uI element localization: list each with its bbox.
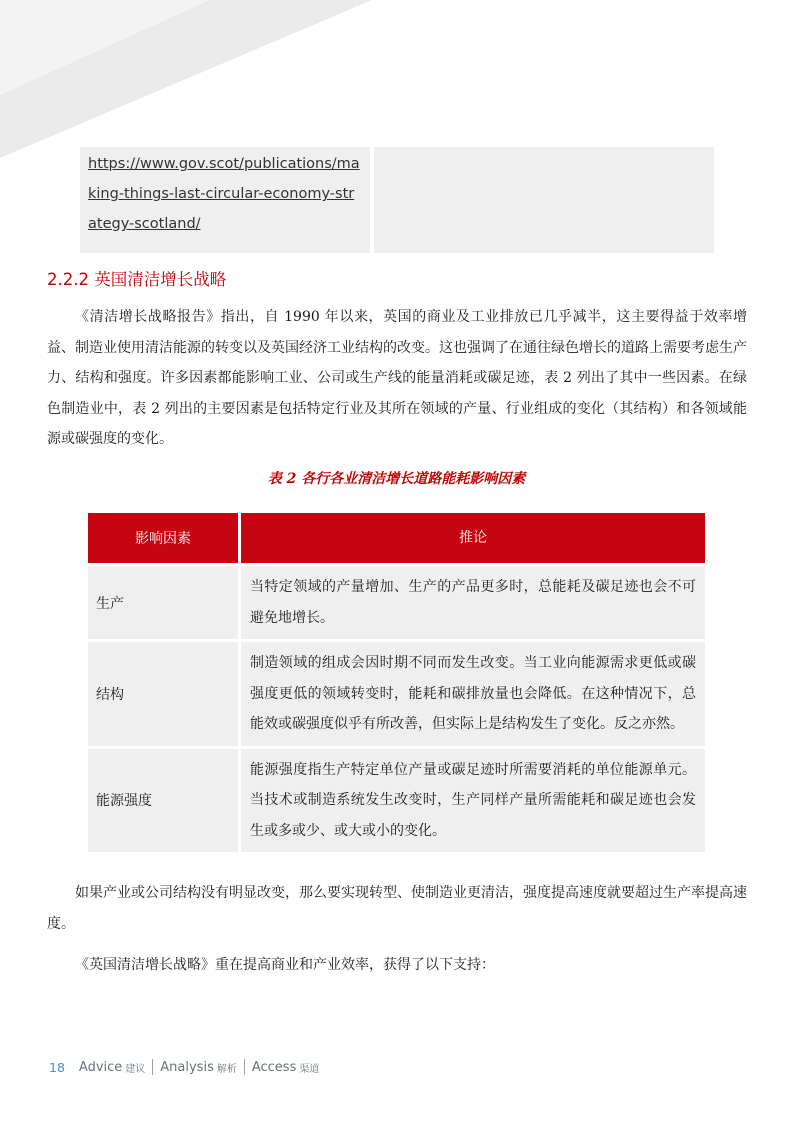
top-table-cell-link (80, 147, 370, 253)
page-number: 18 (49, 1059, 65, 1075)
factors-table (88, 513, 705, 855)
footer-analysis-cn: 解析 (216, 1063, 237, 1075)
header-factor: 影响因素 (88, 513, 238, 563)
intro-paragraph: 《清洁增长战略报告》指出，自 1990 年以来，英国的商业及工业排放已几乎减半，这主要得益于效率增益、制造业使用清洁能源的转变以及英国经济工业结构的改变。这也强调了在通往绿色增长的道路上需要考虑生产力、结构和强度。许多因素都能影响工业、公司或生产线的能量消耗或碳足迹，表 2 列出了其中一些因素。在绿色制造业中，表 2 列出的主要因素是包括特定行业及其所在领域的产量、行业组成的变化（其结构）和各领域能源或碳强度的变化。 (47, 309, 747, 447)
footer-advice-cn: 建议 (125, 1063, 146, 1075)
row-inference: 制造领域的组成会因时期不同而发生改变。当工业向能源需求更低或碳强度更低的领域转变时，能耗和碳排放量也会降低。在这种情况下，总能效或碳强度似乎有所改善，但实际上是结构发生了变化。反之亦然。 (241, 642, 705, 746)
top-table-cell-empty (374, 147, 714, 253)
table-row (88, 566, 705, 639)
footer-access: Access (251, 1059, 297, 1075)
reference-link[interactable]: https://www.gov.scot/publications/making-things-last-circular-economy-strategy-scotland/ (88, 156, 360, 232)
section-heading: 2.2.2 英国清洁增长战略 (47, 270, 227, 289)
corner-decoration (0, 0, 400, 165)
row-inference: 能源强度指生产特定单位产量或碳足迹时所需要消耗的单位能源单元。当技术或制造系统发生改变时，生产同样产量所需能耗和碳足迹也会发生或多或少、或大或小的变化。 (241, 749, 705, 853)
footer-advice: Advice (78, 1059, 123, 1075)
row-factor: 生产 (88, 566, 238, 639)
footer-divider (244, 1059, 245, 1075)
row-inference: 当特定领域的产量增加、生产的产品更多时，总能耗及碳足迹也会不可避免地增长。 (241, 566, 705, 639)
table-row (88, 749, 705, 853)
header-inference: 推论 (241, 513, 705, 563)
row-factor: 能源强度 (88, 749, 238, 853)
row-factor: 结构 (88, 642, 238, 746)
body-paragraph: 《英国清洁增长战略》重在提高商业和产业效率，获得了以下支持： (75, 957, 495, 973)
footer-analysis: Analysis (160, 1059, 214, 1075)
footer-access-cn: 渠道 (299, 1063, 320, 1075)
top-table-continuation (80, 147, 714, 253)
table-row (88, 642, 705, 746)
table-caption: 表 2 各行各业清洁增长道路能耗影响因素 (267, 471, 526, 487)
table-header-row (88, 513, 705, 563)
footer-divider (152, 1059, 153, 1075)
page-footer (49, 1059, 319, 1075)
body-paragraph: 如果产业或公司结构没有明显改变，那么要实现转型、使制造业更清洁，强度提高速度就要超过生产率提高速度。 (47, 885, 747, 932)
